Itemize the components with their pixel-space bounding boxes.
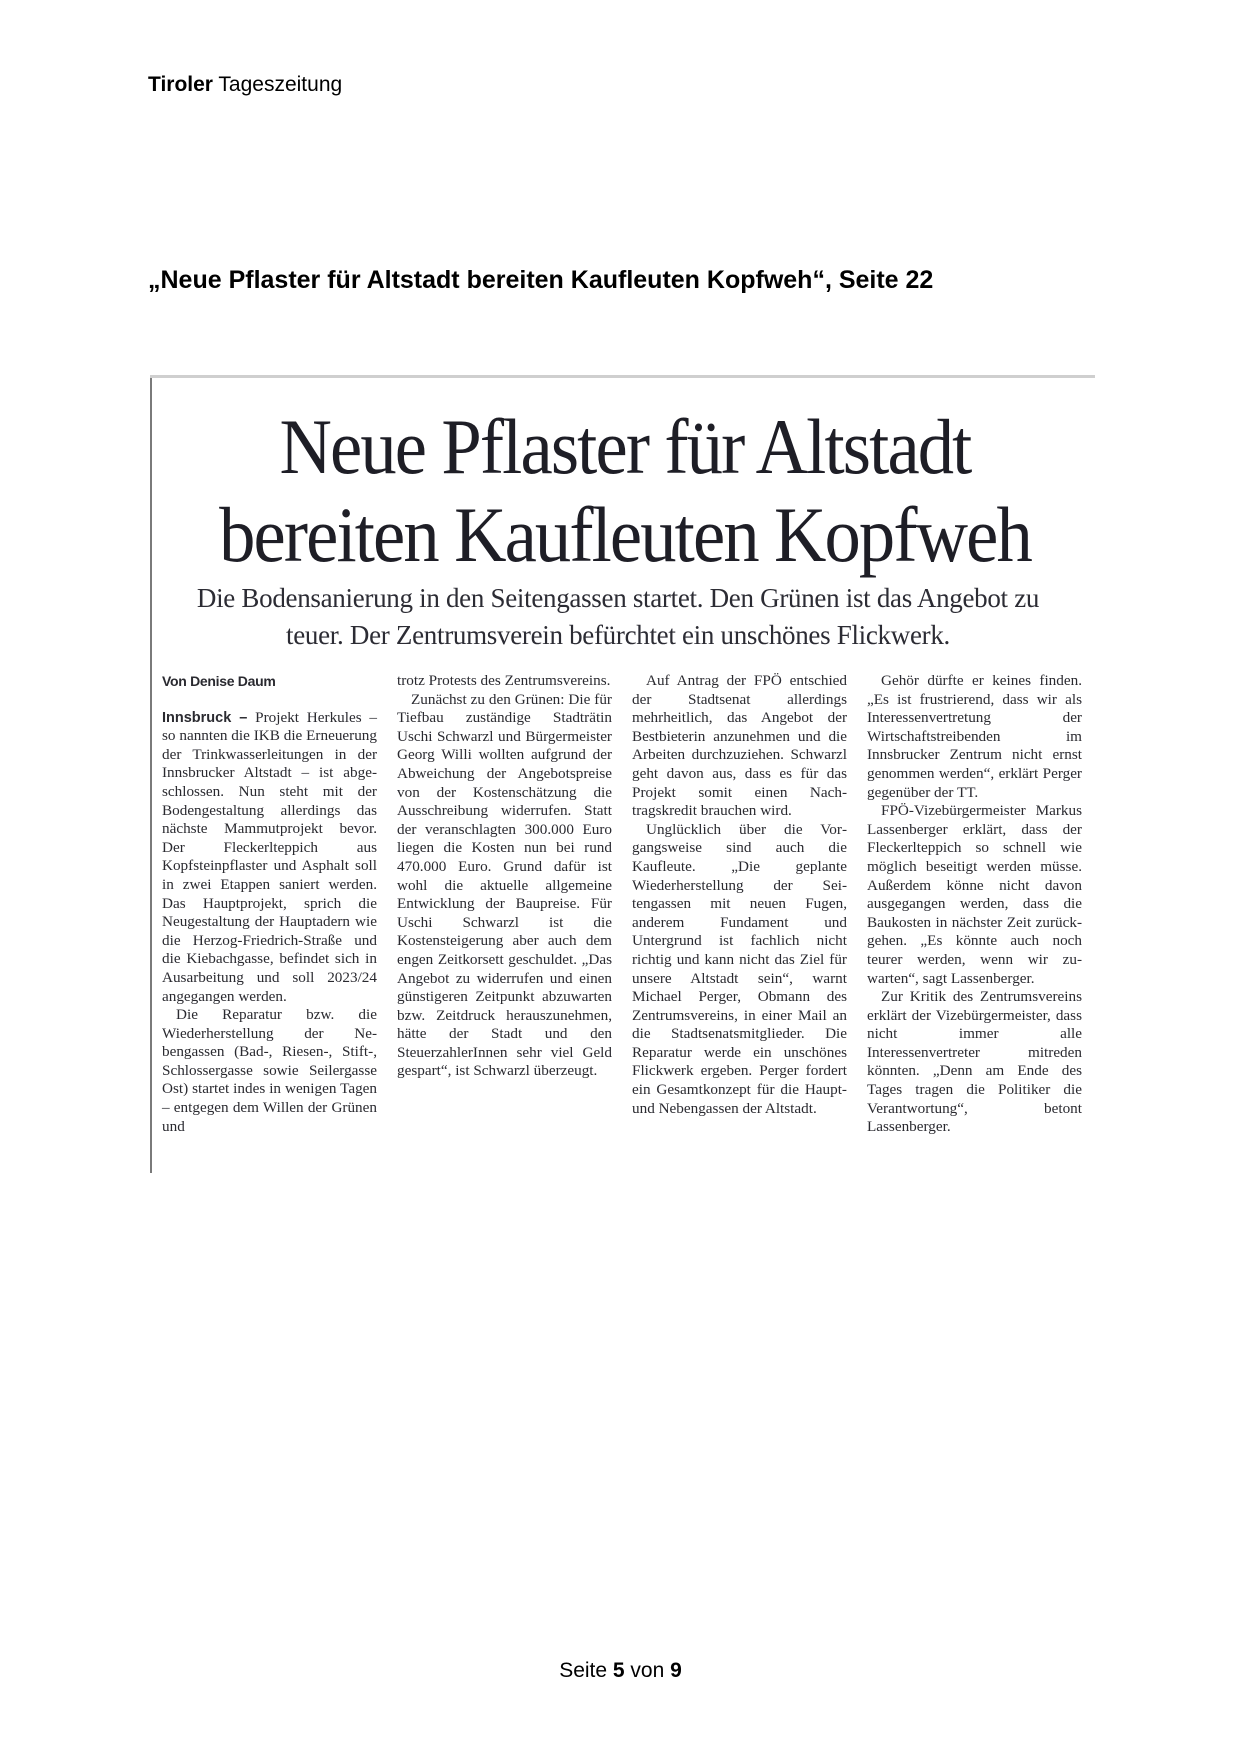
paragraph: Die Reparatur bzw. die Wiederherstellung der Nebengassen (Bad-, Riesen-, Stift-, Schlossergasse sowie Seilergasse Ost) startet indes in wenigen Tagen – entgegen dem Willen der Grünen und <box>162 1006 377 1135</box>
footer-prefix: Seite <box>559 1659 613 1682</box>
paragraph: Auf Antrag der FPÖ entschied der Stadtsenat allerdings mehrheitlich, das Angebot der Bestbieterin anzunehmen und die Arbeiten durchzuziehen. Schwarzl geht davon aus, dass es für das Projekt somit einen Nachtragskredit brauchen wird. <box>632 672 847 820</box>
paragraph: Gehör dürfte er keines finden. „Es ist frustrierend, dass wir als Interessenvertretung der Wirtschaftstreibenden im Innsbrucker Zentrum nicht ernst genommen werden“, erklärt Perger gegenüber der TT. <box>867 672 1082 801</box>
paragraph: trotz Protests des Zentrumsvereins. <box>397 672 611 689</box>
page-footer <box>0 1659 1241 1683</box>
publication-header <box>148 73 342 97</box>
article-subheadline: Die Bodensanierung in den Seitengassen startet. Den Grünen ist das Angebot zu teuer. Der Zentrumsverein befürchtet ein unschönes Flickwerk. <box>196 583 1040 650</box>
article-body <box>162 672 1082 1137</box>
paragraph: Unglücklich über die Vorgangsweise sind auch die Kaufleute. „Die geplante Wiederherstellung der Seitengassen mit neuen Fugen, anderem Fundament und Untergrund ist fachlich nicht richtig und kann nicht das Ziel für unsere Altstadt sein“, warnt Michael Perger, Obmann des Zentrumsvereins, in einer Mail an die Stadtsenatsmitglieder. Die Reparatur werde ein unschönes Flickwerk ergeben. Perger fordert ein Gesamtkonzept für die Haupt- und Nebengassen der Altstadt. <box>632 820 847 1117</box>
byline: Von Denise Daum <box>162 673 276 689</box>
article-column-1 <box>162 672 377 1137</box>
headline-line-1: Neue Pflaster für Altstadt <box>279 403 971 490</box>
article-headline <box>193 403 1058 579</box>
current-page-number: 5 <box>612 1659 625 1682</box>
article-column-2 <box>397 672 612 1137</box>
publication-name-bold: Tiroler <box>148 73 213 96</box>
headline-line-2: bereiten Kaufleuten Kopfweh <box>219 491 1031 578</box>
paragraph: Zur Kritik des Zentrumsvereins erklärt der Vizebürgermeister, dass nicht immer alle Interessenvertreter mitreden könnten. „Denn am Ende des Tages tragen die Politiker die Verantwortung“, betont Lassenberger. <box>867 988 1082 1136</box>
clipping-top-border <box>150 375 1095 378</box>
article-column-4 <box>867 672 1082 1137</box>
dateline: Innsbruck – <box>162 709 248 726</box>
paragraph-text: Projekt Herkules – so nannten die IKB die Erneuerung der Trinkwasserleitungen in der Innsbrucker Altstadt – ist abgeschlossen. Nun steht mit der Bodengestaltung allerdings das nächste Mammutprojekt bevor. Der Fleckerlteppich aus Kopfsteinpflaster und Asphalt soll in zwei Etappen saniert werden. Das Hauptprojekt, sprich die Neugestaltung der Hauptadern wie die Herzog-Friedrich-Straße und die Kiebachgasse, befindet sich in Ausarbeitung und soll 2023/24 angegangen werden. <box>162 708 377 1005</box>
paragraph: FPÖ-Vizebürgermeister Markus Lassenberger erklärt, dass der Fleckerlteppich so schnell wie möglich beseitigt werden müsse. Außerdem könne nicht davon ausgegangen werden, dass die Baukosten in nächster Zeit zurückgehen. „Es könnte auch noch teurer werden, wenn wir zuwarten“, sagt Lassenberger. <box>867 802 1082 987</box>
newspaper-clipping <box>148 375 1095 1175</box>
clipping-left-border <box>150 378 152 1173</box>
total-pages-number: 9 <box>670 1659 682 1682</box>
document-title: „Neue Pflaster für Altstadt bereiten Kaufleuten Kopfweh“, Seite 22 <box>148 266 934 294</box>
paragraph <box>162 709 377 1007</box>
article-column-3 <box>632 672 847 1137</box>
paragraph: Zunächst zu den Grünen: Die für Tiefbau zuständige Stadträtin Uschi Schwarzl und Bürgermeister Georg Willi wollten aufgrund der Abweichung der Angebotspreise von der Kostenschätzung die Ausschreibung widerrufen. Statt der veranschlagten 300.000 Euro liegen die Kosten nun bei rund 470.000 Euro. Grund dafür ist wohl die aktuelle allgemeine Entwicklung der Baupreise. Für Uschi Schwarzl ist die Kostensteigerung aber auch dem engen Zeitkorsett geschuldet. „Das Angebot zu widerrufen und einen günstigeren Zeitpunkt abzuwarten bzw. Zeitdruck herauszunehmen, hätte der Stadt und den SteuerzahlerInnen sehr viel Geld gespart“, ist Schwarzl überzeugt. <box>397 690 612 1080</box>
footer-middle: von <box>624 1659 671 1682</box>
publication-name-rest: Tageszeitung <box>212 73 343 96</box>
